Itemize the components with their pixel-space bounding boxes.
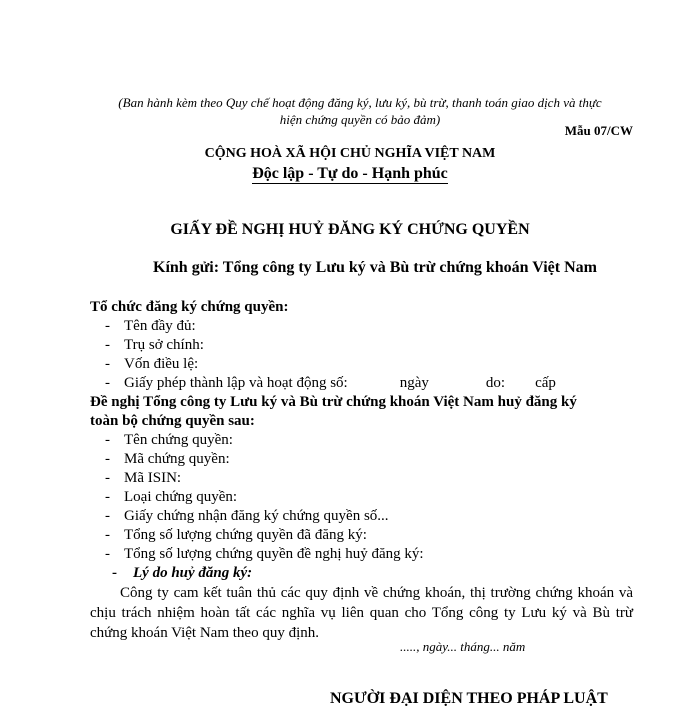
commitment-paragraph: Công ty cam kết tuân thủ các quy định về chứng khoán, thị trường chứng khoán và chịu trách nhiệm hoàn tất các nghĩa vụ liên quan cho Tổng công ty Lưu ký và Bù trừ chứng khoán Việt Nam theo quy định. bbox=[90, 585, 633, 641]
document-title: GIẤY ĐỀ NGHỊ HUỶ ĐĂNG KÝ CHỨNG QUYỀN bbox=[170, 221, 530, 238]
issuer-item-label: Tên đầy đủ: bbox=[124, 318, 196, 334]
request-item bbox=[90, 450, 633, 469]
bullet-dash: - bbox=[105, 337, 110, 353]
bullet-dash: - bbox=[105, 356, 110, 372]
issuer-item-headquarters bbox=[90, 336, 633, 355]
reason-label: Lý do huỷ đăng ký: bbox=[133, 565, 253, 581]
request-item bbox=[90, 431, 633, 450]
bullet-dash: - bbox=[105, 375, 110, 391]
issuer-item-fullname bbox=[90, 317, 633, 336]
license-issued: cấp bbox=[535, 375, 556, 391]
request-item-label: Loại chứng quyền: bbox=[124, 489, 238, 505]
request-item-label: Mã chứng quyền: bbox=[124, 451, 230, 467]
request-item bbox=[90, 526, 633, 545]
issuer-item-label: Vốn điều lệ: bbox=[124, 356, 199, 372]
request-item-label: Tên chứng quyền: bbox=[124, 432, 233, 448]
date-line: ....., ngày... tháng... năm bbox=[400, 639, 526, 654]
license-by: do: bbox=[485, 375, 506, 391]
request-item-label: Tổng số lượng chứng quyền đã đăng ký: bbox=[124, 527, 367, 543]
bullet-dash: - bbox=[105, 489, 110, 505]
bullet-dash: - bbox=[105, 451, 110, 467]
nation-name: CỘNG HOÀ XÃ HỘI CHỦ NGHĨA VIỆT NAM bbox=[204, 146, 496, 161]
request-item bbox=[90, 469, 633, 488]
reason-item bbox=[90, 564, 633, 583]
nation-motto-text: Độc lập - Tự do - Hạnh phúc bbox=[252, 165, 448, 182]
bullet-dash: - bbox=[105, 318, 110, 334]
license-label: Giấy phép thành lập và hoạt động số: bbox=[124, 375, 348, 391]
request-item bbox=[90, 507, 633, 526]
regulation-note-line2: hiện chứng quyền có bảo đảm) bbox=[279, 112, 441, 127]
bullet-dash: - bbox=[105, 546, 110, 562]
nation-motto bbox=[0, 165, 700, 183]
bullet-dash: - bbox=[105, 470, 110, 486]
issuer-item-license bbox=[90, 374, 633, 393]
signer-title: NGƯỜI ĐẠI DIỆN THEO PHÁP LUẬT bbox=[330, 690, 608, 707]
request-item bbox=[90, 488, 633, 507]
request-heading-line1: Đề nghị Tổng công ty Lưu ký và Bù trừ chứng khoán Việt Nam huỷ đăng ký bbox=[90, 394, 577, 410]
form-code: Mẫu 07/CW bbox=[564, 123, 633, 138]
request-heading-line2: toàn bộ chứng quyền sau: bbox=[90, 413, 255, 429]
bullet-dash: - bbox=[105, 508, 110, 524]
issuer-item-capital bbox=[90, 355, 633, 374]
license-day: ngày bbox=[399, 375, 429, 391]
issuer-heading: Tổ chức đăng ký chứng quyền: bbox=[90, 299, 289, 315]
recipient-line: Kính gửi: Tổng công ty Lưu ký và Bù trừ chứng khoán Việt Nam bbox=[153, 259, 597, 276]
bullet-dash: - bbox=[105, 432, 110, 448]
request-item-label: Tổng số lượng chứng quyền đề nghị huỷ đăng ký: bbox=[124, 546, 424, 562]
issuer-item-label: Trụ sở chính: bbox=[124, 337, 204, 353]
request-item-label: Giấy chứng nhận đăng ký chứng quyền số... bbox=[124, 508, 389, 524]
request-item bbox=[90, 545, 633, 564]
request-item-label: Mã ISIN: bbox=[124, 470, 182, 486]
document-body bbox=[90, 298, 633, 643]
bullet-dash: - bbox=[105, 527, 110, 543]
regulation-note-line1: (Ban hành kèm theo Quy chế hoạt động đăng ký, lưu ký, bù trừ, thanh toán giao dịch và thực bbox=[118, 95, 602, 110]
bullet-dash: - bbox=[112, 565, 117, 581]
